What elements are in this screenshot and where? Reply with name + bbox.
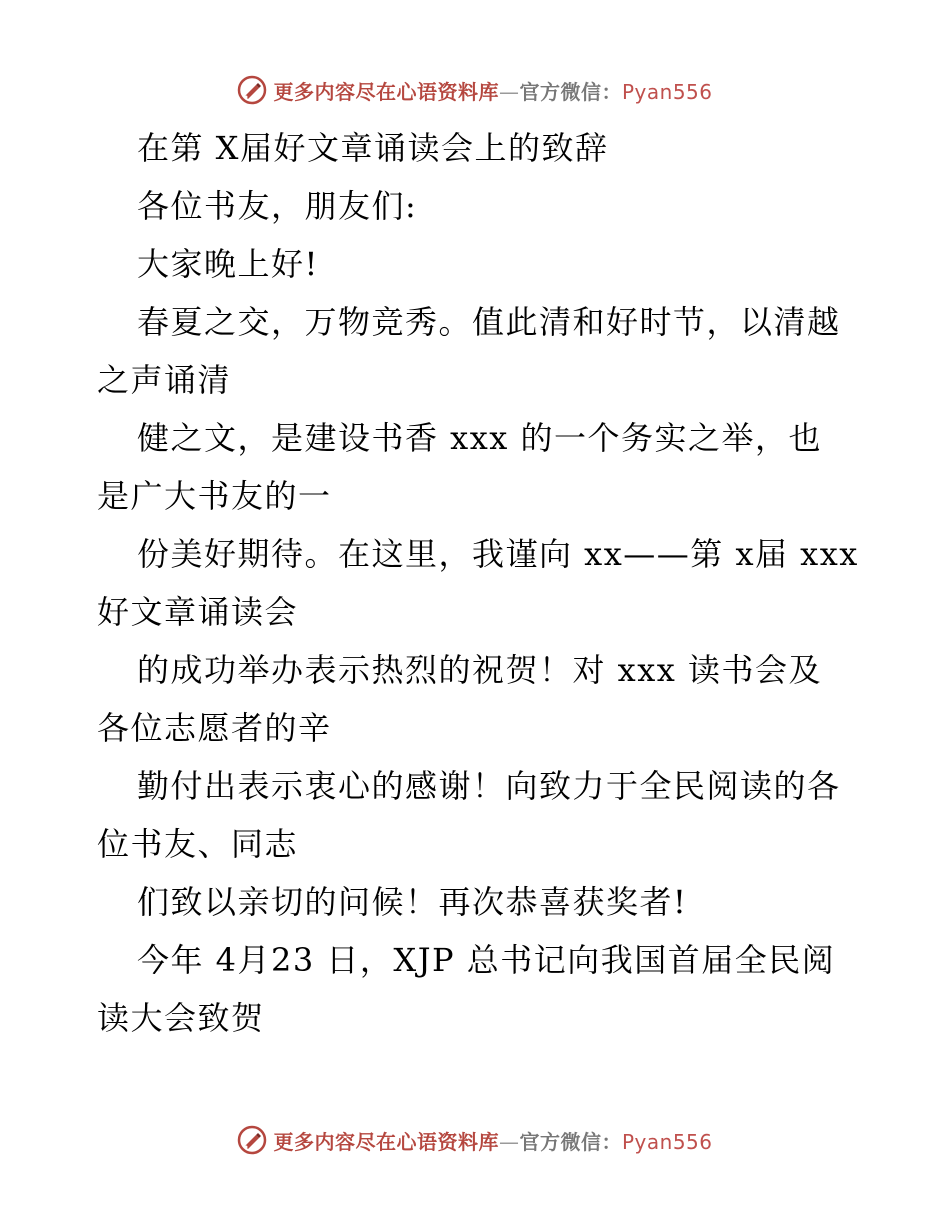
document-line: 读大会致贺 <box>97 999 265 1037</box>
document-line: 是广大书友的一 <box>97 477 332 515</box>
document-title-line: 在第 X届好文章诵读会上的致辞 <box>137 129 609 167</box>
banner-dash: — <box>498 1129 520 1154</box>
pen-logo-icon <box>237 1125 267 1155</box>
banner-dash: — <box>498 79 520 104</box>
document-line: 今年 4月23 日，XJP 总书记向我国首届全民阅 <box>137 941 836 979</box>
header-banner <box>0 72 950 108</box>
document-line: 各位书友，朋友们: <box>137 187 418 225</box>
banner-main-text: 更多内容尽在心语资料库 <box>273 1129 499 1154</box>
footer-banner <box>0 1122 950 1158</box>
pen-logo-icon <box>237 75 267 105</box>
document-line: 的成功举办表示热烈的祝贺！对 xxx 读书会及 <box>137 651 822 689</box>
banner-official-label: 官方微信： <box>519 1129 622 1154</box>
document-line: 们致以亲切的问候！再次恭喜获奖者! <box>137 883 688 921</box>
document-line: 之声诵清 <box>97 361 232 399</box>
banner-wechat-id: Pyan556 <box>621 79 713 104</box>
banner-official-label: 官方微信： <box>519 79 622 104</box>
banner-wechat-id: Pyan556 <box>621 1129 713 1154</box>
document-line: 勤付出表示衷心的感谢！向致力于全民阅读的各 <box>137 767 841 805</box>
document-line: 春夏之交，万物竞秀。值此清和好时节，以清越 <box>137 303 841 341</box>
document-line: 好文章诵读会 <box>97 593 299 631</box>
header-banner-text <box>273 76 712 105</box>
footer-banner-text <box>273 1126 712 1155</box>
document-line: 各位志愿者的辛 <box>97 709 332 747</box>
document-line: 份美好期待。在这里，我谨向 xx——第 x届 xxx <box>137 535 859 573</box>
document-body <box>97 119 857 1047</box>
document-line: 大家晚上好! <box>137 245 319 283</box>
document-line: 健之文，是建设书香 xxx 的一个务实之举，也 <box>137 419 822 457</box>
banner-main-text: 更多内容尽在心语资料库 <box>273 79 499 104</box>
document-line: 位书友、同志 <box>97 825 299 863</box>
